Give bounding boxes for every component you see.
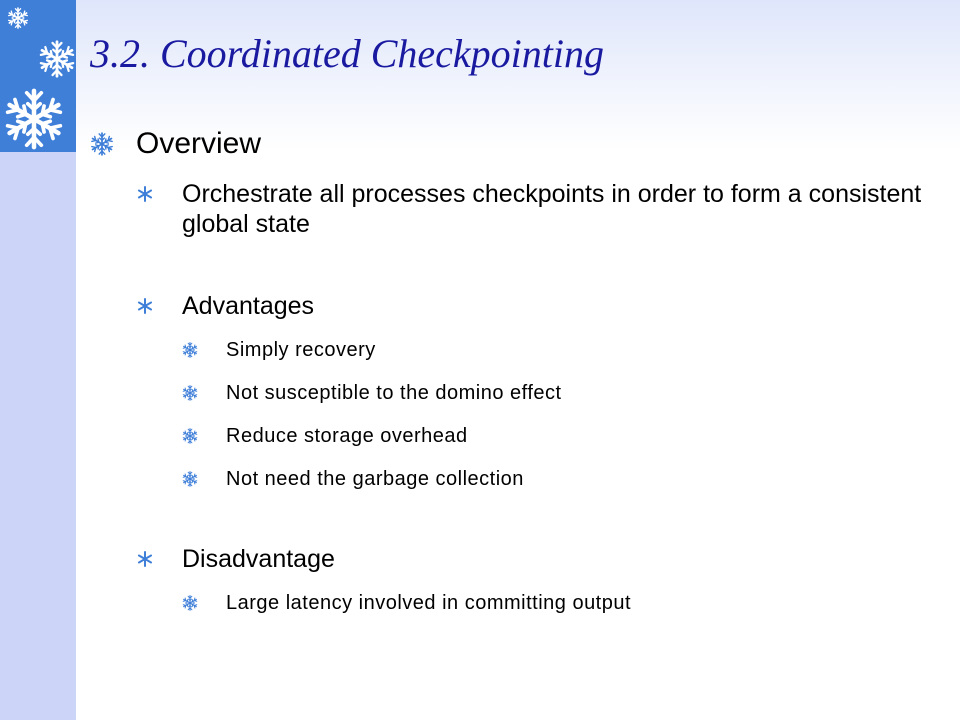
snowflake-bullet-icon	[182, 342, 198, 358]
disadvantage-item	[90, 590, 950, 616]
asterisk-bullet-icon	[136, 297, 154, 315]
bullet-orchestrate	[90, 179, 950, 239]
snowflake-icon	[3, 88, 65, 150]
snowflake-bullet-icon	[90, 132, 114, 156]
bullet-text: Not need the garbage collection	[226, 468, 524, 490]
bullet-text: Large latency involved in committing output	[226, 592, 632, 614]
bullet-text: Advantages	[182, 292, 315, 320]
bullet-disadvantage	[90, 544, 950, 574]
bullet-text: Not susceptible to the domino effect	[226, 382, 562, 404]
bullet-advantages	[90, 291, 950, 321]
snowflake-bullet-icon	[182, 385, 198, 401]
advantage-item	[90, 423, 950, 449]
asterisk-bullet-icon	[136, 185, 154, 203]
snowflake-icon	[38, 40, 76, 78]
bullet-text: Orchestrate all processes checkpoints in order to form a consistent global state	[182, 180, 922, 238]
bullet-text: Disadvantage	[182, 545, 335, 573]
snowflake-bullet-icon	[182, 471, 198, 487]
snowflake-icon	[7, 7, 29, 29]
bullet-overview	[90, 124, 950, 164]
bullet-text: Overview	[136, 127, 262, 160]
bullet-text: Reduce storage overhead	[226, 425, 468, 447]
advantage-item	[90, 380, 950, 406]
advantage-item	[90, 337, 950, 363]
bullet-text: Simply recovery	[226, 339, 376, 361]
snowflake-bullet-icon	[182, 428, 198, 444]
advantage-item	[90, 466, 950, 492]
asterisk-bullet-icon	[136, 550, 154, 568]
snowflake-bullet-icon	[182, 595, 198, 611]
slide-title: 3.2. Coordinated Checkpointing	[90, 31, 605, 76]
slide-content	[90, 120, 950, 616]
